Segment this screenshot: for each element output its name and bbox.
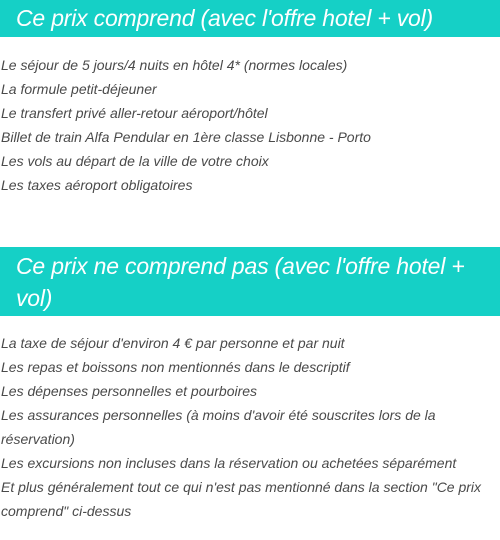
included-item: Le séjour de 5 jours/4 nuits en hôtel 4* (normes locales) <box>1 57 348 73</box>
excluded-item: Les dépenses personnelles et pourboires <box>1 383 258 399</box>
included-item: Les vols au départ de la ville de votre choix <box>1 153 269 169</box>
excluded-item: Les excursions non incluses dans la réservation ou achetées séparément <box>1 455 457 471</box>
included-items-list <box>0 53 500 197</box>
included-item: Billet de train Alfa Pendular en 1ère classe Lisbonne - Porto <box>1 129 371 145</box>
excluded-item: Les repas et boissons non mentionnés dans le descriptif <box>1 359 350 375</box>
excluded-item: Et plus généralement tout ce qui n'est pas mentionné dans la section "Ce prix comprend" ci-dessus <box>1 479 482 519</box>
included-item: La formule petit-déjeuner <box>1 81 157 97</box>
excluded-items-list <box>0 331 500 523</box>
excluded-item: Les assurances personnelles (à moins d'avoir été souscrites lors de la réservation) <box>1 407 436 447</box>
excluded-item: La taxe de séjour d'environ 4 € par personne et par nuit <box>1 335 345 351</box>
excluded-section-title: Ce prix ne comprend pas (avec l'offre hotel + vol) <box>0 247 500 316</box>
included-section-title: Ce prix comprend (avec l'offre hotel + vol) <box>0 0 500 37</box>
included-item: Les taxes aéroport obligatoires <box>1 177 193 193</box>
included-item: Le transfert privé aller-retour aéroport/hôtel <box>1 105 268 121</box>
